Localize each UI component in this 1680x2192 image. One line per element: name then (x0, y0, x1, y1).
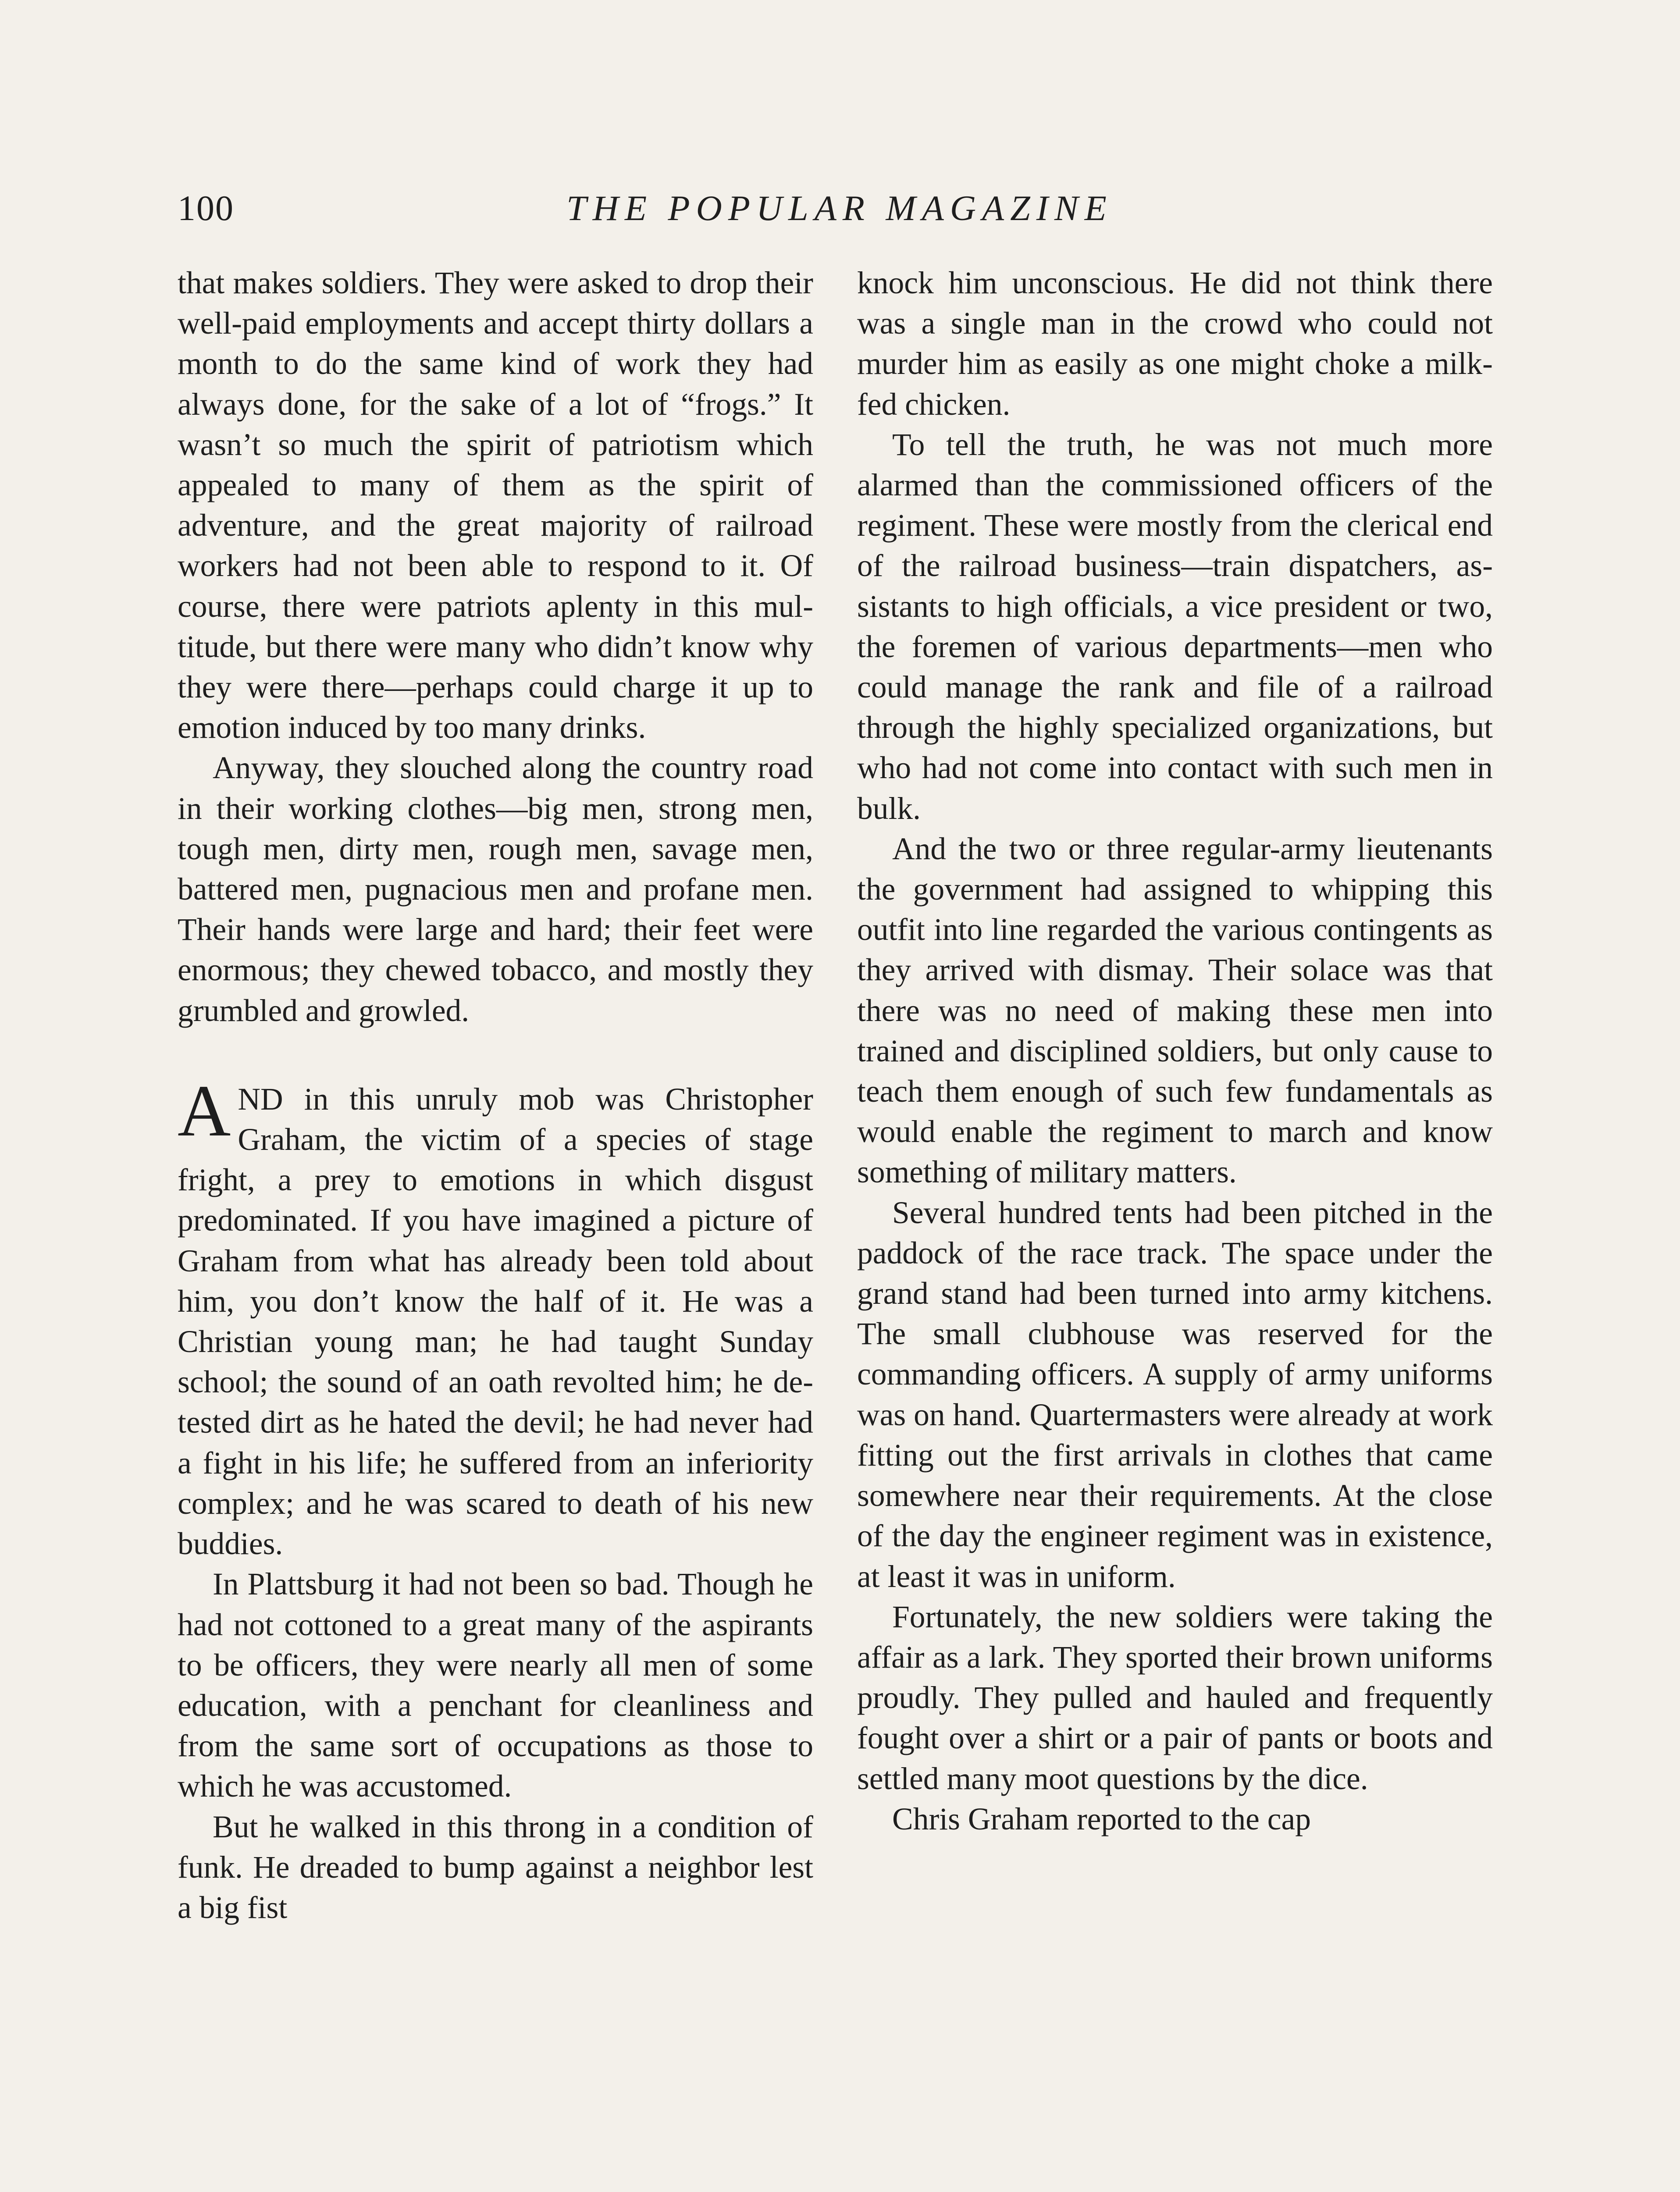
magazine-title: THE POPULAR MAGAZINE (566, 188, 1113, 228)
paragraph: Several hundred tents had been pitched in the paddock of the race track. The space under the grand stand had been turned into army kitchens. The small clubhouse was reserved for the commanding officers. A supply of army uniforms was on hand. Quartermasters were already at work fitting out the first arrivals in clothes that came somewhere near their requirements. At the close of the day the engineer regiment was in existence, at least it was in uniform. (857, 1195, 1493, 1594)
paragraph-with-dropcap (178, 1070, 813, 1564)
page-number: 100 (178, 188, 234, 228)
small-caps-lead: ND (238, 1082, 283, 1117)
drop-cap: A (178, 1070, 231, 1152)
paragraph: And the two or three regular-army lieutenants the government had assigned to whipping this outfit into line regarded the various contingents as they arrived with dismay. Their solace was that there was no need of making these men into trained and disciplined soldiers, but only cause to teach them enough of such few fundamentals as would enable the regiment to march and know something of military matters. (857, 831, 1493, 1190)
paragraph-text: in this unruly mob was Christopher Graham, the victim of a species of stage fright, a prey to emotions in which disgust predominated. If you have imagined a picture of Graham from what has already been told about him, you don’t know the half of it. He was a Christian young man; he had taught Sunday school; the sound of an oath revolted him; he detested dirt as he hated the devil; he had never had a fight in his life; he suffered from an inferiority complex; and he was scared to death of his new buddies. (178, 1082, 813, 1562)
paragraph: Fortunately, the new soldiers were taking the affair as a lark. They sported their brown uniforms proudly. They pulled and hauled and frequently fought over a shirt or a pair of pants or boots and settled many moot questions by the dice. (857, 1599, 1493, 1796)
running-header (178, 184, 1502, 232)
section-break (178, 1031, 813, 1079)
paragraph: knock him unconscious. He did not think there was a single man in the crowd who could not murder him as easily as one might choke a milk-fed chicken. (857, 266, 1493, 422)
paragraph: that makes soldiers. They were asked to drop their well-paid employments and accept thirty dollars a month to do the same kind of work they had always done, for the sake of a lot of “frogs.” It wasn’t so much the spirit of patriotism which appealed to many of them as the spirit of adventure, and the great majority of railroad workers had not been able to respond to it. Of course, there were patriots aplenty in this multitude, but there were many who didn’t know why they were there—perhaps could charge it up to emotion induced by too many drinks. (178, 266, 813, 745)
paragraph: But he walked in this throng in a condition of funk. He dreaded to bump against a neighbor lest a big fist (178, 1809, 813, 1925)
paragraph: To tell the truth, he was not much more alarmed than the commissioned officers of the regiment. These were mostly from the clerical end of the railroad business—train dispatchers, assistants to high officials, a vice president or two, the foremen of various departments—men who could manage the rank and file of a railroad through the highly specialized organizations, but who had not come into contact with such men in bulk. (857, 427, 1493, 826)
right-column (857, 263, 1493, 2192)
paragraph: Chris Graham reported to the cap (892, 1801, 1311, 1836)
paragraph: In Plattsburg it had not been so bad. Though he had not cottoned to a great many of the aspirants to be officers, they were nearly all men of some education, with a penchant for cleanliness and from the same sort of occupations as those to which he was accustomed. (178, 1567, 813, 1804)
left-column (178, 263, 813, 2192)
paragraph: Anyway, they slouched along the country road in their working clothes—big men, strong men, tough men, dirty men, rough men, savage men, battered men, pugnacious men and profane men. Their hands were large and hard; their feet were enormous; they chewed tobacco, and mostly they grumbled and growled. (178, 751, 813, 1028)
